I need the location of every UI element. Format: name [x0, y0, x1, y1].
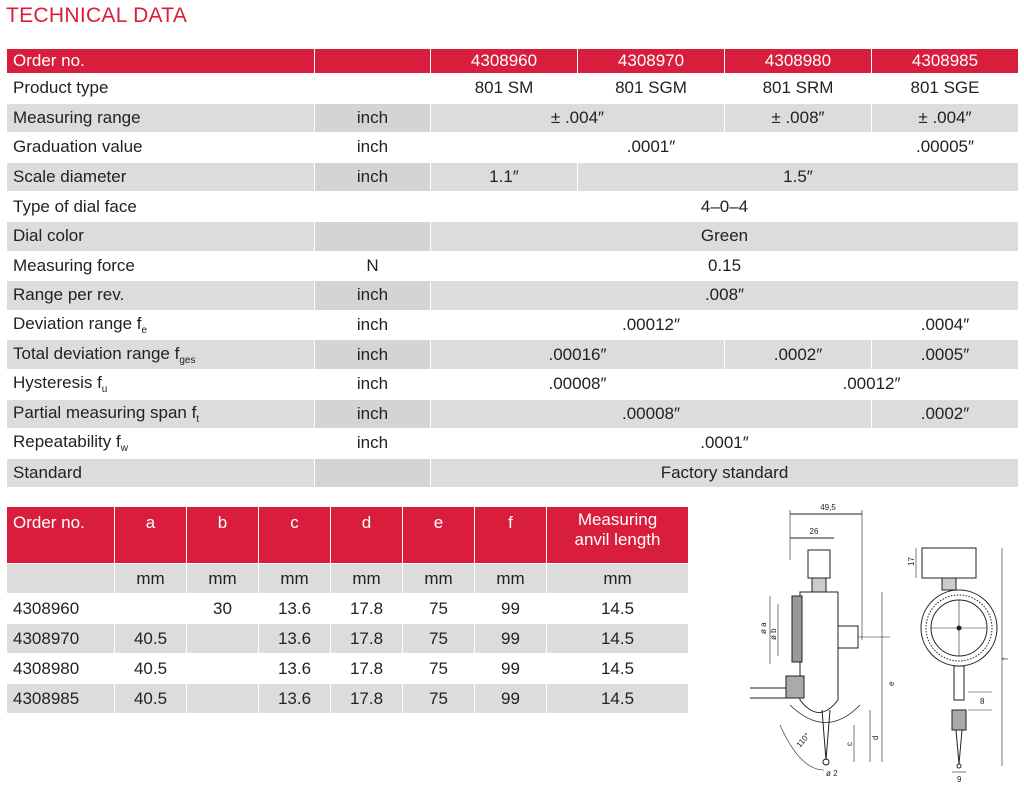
row-label: Partial measuring span $f_t$: [7, 399, 315, 429]
cell-value: 75: [403, 624, 475, 654]
cell-value: 40.5: [115, 654, 187, 684]
table-row: [7, 221, 1019, 251]
table-row: [7, 684, 689, 714]
table-row: [7, 162, 1019, 192]
cell-value: .00012″: [725, 369, 1019, 399]
table-row: [7, 251, 1019, 281]
table-row: [7, 281, 1019, 311]
front-knurl: [942, 578, 956, 590]
front-clamp: [952, 710, 966, 730]
row-label: Standard: [7, 458, 315, 488]
cell-value: Factory standard: [431, 458, 1019, 488]
dim-label: e: [887, 681, 896, 686]
cell-value: 801 SRM: [725, 74, 872, 104]
row-label: Total deviation range $f_{ges}$: [7, 340, 315, 370]
dial-indicator-drawing: [730, 500, 1020, 786]
cell-value: 17.8: [331, 684, 403, 714]
unit-cell: mm: [403, 564, 475, 594]
cell-value: 99: [475, 654, 547, 684]
cell-value: .0002″: [725, 340, 872, 370]
cell-value: .0001″: [431, 429, 1019, 459]
row-unit: N: [315, 251, 431, 281]
dial-center: [957, 626, 961, 630]
row-label: Measuring force: [7, 251, 315, 281]
cell-value: 75: [403, 684, 475, 714]
dim-label: 8: [980, 697, 985, 706]
row-unit: [315, 192, 431, 222]
table-row: [7, 429, 1019, 459]
units-spacer: [7, 564, 115, 594]
row-unit: [315, 458, 431, 488]
cell-value: .0004″: [872, 310, 1019, 340]
units-row: [7, 564, 689, 594]
cell-value: .00012″: [431, 310, 872, 340]
row-label: Type of dial face: [7, 192, 315, 222]
unit-cell: mm: [547, 564, 689, 594]
dim-label: f: [1001, 657, 1010, 660]
column-header: a: [115, 507, 187, 564]
row-unit: inch: [315, 103, 431, 133]
row-label: Graduation value: [7, 133, 315, 163]
page-title: TECHNICAL DATA: [6, 4, 188, 27]
cell-value: [187, 684, 259, 714]
dim-label: 17: [907, 557, 916, 566]
cell-value: .00008″: [431, 399, 872, 429]
table-row: [7, 133, 1019, 163]
header-spacer: [315, 49, 431, 74]
cell-value: 40.5: [115, 684, 187, 714]
column-header: c: [259, 507, 331, 564]
order-number: 4308970: [578, 49, 725, 74]
row-label: Dial color: [7, 221, 315, 251]
cell-value: [115, 594, 187, 624]
row-label: Measuring range: [7, 103, 315, 133]
dim-label: 26: [809, 527, 819, 536]
row-label: Scale diameter: [7, 162, 315, 192]
order-number: 4308960: [431, 49, 578, 74]
table-header-row: [7, 49, 1019, 74]
table-row: [7, 103, 1019, 133]
column-header: Measuring anvil length: [547, 507, 689, 564]
cell-value: 14.5: [547, 624, 689, 654]
table-row: [7, 74, 1019, 104]
unit-cell: mm: [115, 564, 187, 594]
front-neck: [954, 666, 964, 700]
row-unit: inch: [315, 369, 431, 399]
cell-value: 75: [403, 594, 475, 624]
row-unit: [315, 74, 431, 104]
cell-value: 17.8: [331, 594, 403, 624]
table-row: [7, 369, 1019, 399]
table-row: [7, 624, 689, 654]
cell-value: 99: [475, 684, 547, 714]
cell-value: 17.8: [331, 654, 403, 684]
dim-label: c: [845, 742, 854, 746]
row-unit: inch: [315, 340, 431, 370]
unit-cell: mm: [475, 564, 547, 594]
body: [800, 592, 838, 713]
cell-value: 17.8: [331, 624, 403, 654]
cell-value: .008″: [431, 281, 1019, 311]
cell-value: .0002″: [872, 399, 1019, 429]
table-row: [7, 594, 689, 624]
knurl: [812, 578, 826, 592]
dim-label: ø a: [759, 622, 768, 634]
cell-value: 4–0–4: [431, 192, 1019, 222]
dim-label: ø 2: [826, 769, 838, 778]
cell-value: .00008″: [431, 369, 725, 399]
angle-label: 110°: [794, 731, 812, 750]
order-number: 4308985: [872, 49, 1019, 74]
order-number: 4308980: [725, 49, 872, 74]
table-row: [7, 192, 1019, 222]
cell-value: 801 SM: [431, 74, 578, 104]
contact-stylus: [822, 710, 830, 760]
cell-value: .00016″: [431, 340, 725, 370]
column-header: e: [403, 507, 475, 564]
cell-value: 99: [475, 624, 547, 654]
table-row: [7, 340, 1019, 370]
cell-value: 30: [187, 594, 259, 624]
table-row: [7, 399, 1019, 429]
side-clamp: [838, 626, 858, 648]
row-unit: inch: [315, 133, 431, 163]
dim-label: d: [871, 735, 880, 740]
table-row: [7, 654, 689, 684]
stem: [808, 550, 830, 578]
dial-rim: [792, 596, 802, 662]
cell-value: 75: [403, 654, 475, 684]
dim-label: ø b: [769, 628, 778, 640]
row-label: Repeatability $f_w$: [7, 429, 315, 459]
cell-value: 13.6: [259, 594, 331, 624]
cell-value: 99: [475, 594, 547, 624]
row-label: Range per rev.: [7, 281, 315, 311]
cell-value: 40.5: [115, 624, 187, 654]
cell-value: ± .004″: [872, 103, 1019, 133]
cell-value: [187, 624, 259, 654]
order-no-label: Order no.: [7, 507, 115, 564]
dimensions-table: [6, 506, 689, 714]
cell-value: 14.5: [547, 594, 689, 624]
row-unit: inch: [315, 310, 431, 340]
cell-value: .0001″: [431, 133, 872, 163]
row-unit: inch: [315, 162, 431, 192]
cell-value: 13.6: [259, 654, 331, 684]
row-label: Hysteresis $f_u$: [7, 369, 315, 399]
order-number: 4308970: [7, 624, 115, 654]
cell-value: 13.6: [259, 624, 331, 654]
dim-label: 49,5: [820, 503, 836, 512]
column-header: f: [475, 507, 547, 564]
unit-cell: mm: [259, 564, 331, 594]
row-unit: inch: [315, 399, 431, 429]
cell-value: Green: [431, 221, 1019, 251]
cell-value: 0.15: [431, 251, 1019, 281]
cell-value: 801 SGM: [578, 74, 725, 104]
table-row: [7, 458, 1019, 488]
unit-cell: mm: [331, 564, 403, 594]
row-unit: inch: [315, 429, 431, 459]
cell-value: 801 SGE: [872, 74, 1019, 104]
cell-value: .0005″: [872, 340, 1019, 370]
technical-data-table: [6, 48, 1019, 488]
cell-value: .00005″: [872, 133, 1019, 163]
cell-value: 13.6: [259, 684, 331, 714]
row-label: Deviation range $f_e$: [7, 310, 315, 340]
order-number: 4308980: [7, 654, 115, 684]
cell-value: 14.5: [547, 654, 689, 684]
table-row: [7, 310, 1019, 340]
row-unit: inch: [315, 281, 431, 311]
cell-value: ± .008″: [725, 103, 872, 133]
cell-value: 14.5: [547, 684, 689, 714]
order-number: 4308960: [7, 594, 115, 624]
dim-label: 9: [957, 775, 962, 784]
clamp-knob: [786, 676, 804, 698]
unit-cell: mm: [187, 564, 259, 594]
cell-value: [187, 654, 259, 684]
order-no-label: Order no.: [7, 49, 315, 74]
column-header: d: [331, 507, 403, 564]
order-number: 4308985: [7, 684, 115, 714]
front-stem: [922, 548, 976, 578]
cell-value: 1.5″: [578, 162, 1019, 192]
row-unit: [315, 221, 431, 251]
cell-value: ± .004″: [431, 103, 725, 133]
table-header-row: [7, 507, 689, 564]
row-label: Product type: [7, 74, 315, 104]
column-header: b: [187, 507, 259, 564]
cell-value: 1.1″: [431, 162, 578, 192]
